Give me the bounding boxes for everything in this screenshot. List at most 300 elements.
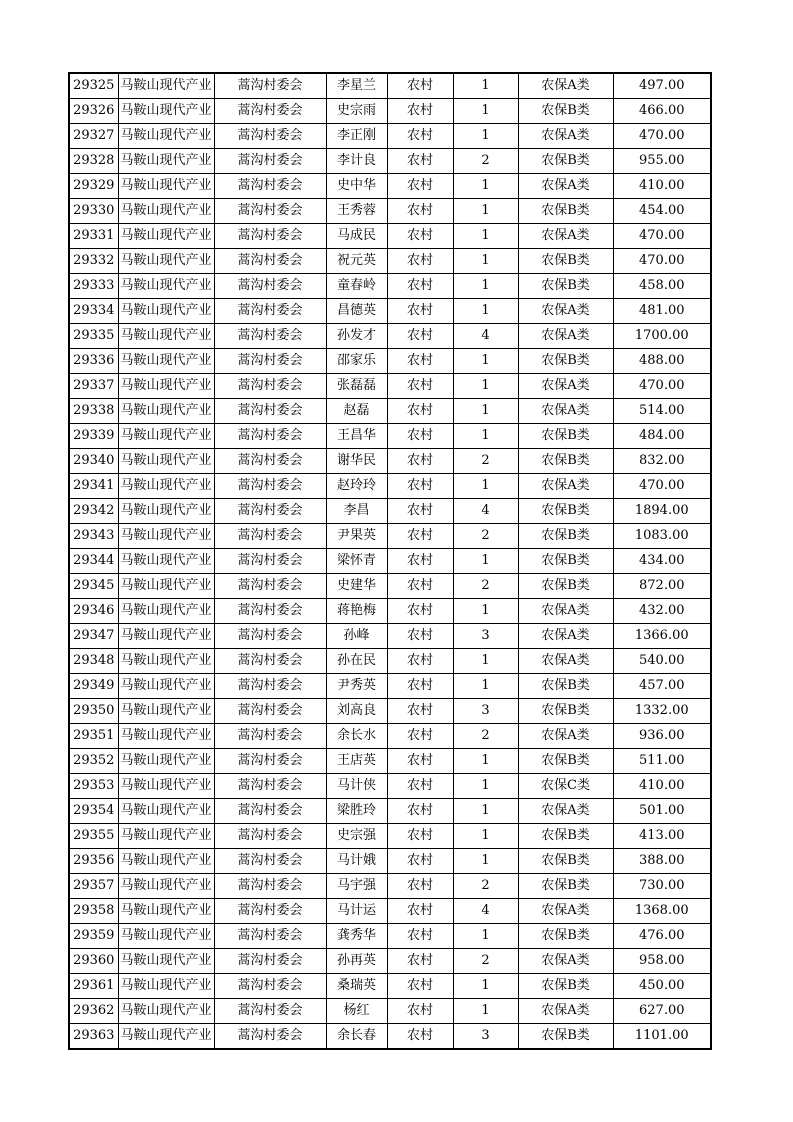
row-id-cell: 29340 bbox=[69, 449, 118, 474]
amount-cell: 1332.00 bbox=[613, 699, 711, 724]
committee-cell: 蒿沟村委会 bbox=[214, 549, 326, 574]
zone-cell: 马鞍山现代产业 bbox=[118, 724, 214, 749]
table-row bbox=[69, 73, 711, 99]
committee-cell: 蒿沟村委会 bbox=[214, 574, 326, 599]
household-count-cell: 1 bbox=[453, 174, 518, 199]
area-cell: 农村 bbox=[387, 749, 453, 774]
insurance-type-cell: 农保A类 bbox=[518, 799, 613, 824]
household-count-cell: 1 bbox=[453, 399, 518, 424]
zone-cell: 马鞍山现代产业 bbox=[118, 224, 214, 249]
name-cell: 蒋艳梅 bbox=[326, 599, 387, 624]
zone-cell: 马鞍山现代产业 bbox=[118, 574, 214, 599]
insurance-type-cell: 农保A类 bbox=[518, 724, 613, 749]
table-row bbox=[69, 774, 711, 799]
area-cell: 农村 bbox=[387, 774, 453, 799]
insurance-type-cell: 农保B类 bbox=[518, 849, 613, 874]
zone-cell: 马鞍山现代产业 bbox=[118, 849, 214, 874]
insurance-type-cell: 农保A类 bbox=[518, 124, 613, 149]
amount-cell: 1101.00 bbox=[613, 1024, 711, 1050]
name-cell: 史建华 bbox=[326, 574, 387, 599]
row-id-cell: 29359 bbox=[69, 924, 118, 949]
row-id-cell: 29346 bbox=[69, 599, 118, 624]
insurance-type-cell: 农保B类 bbox=[518, 1024, 613, 1050]
committee-cell: 蒿沟村委会 bbox=[214, 624, 326, 649]
area-cell: 农村 bbox=[387, 674, 453, 699]
name-cell: 桑瑞英 bbox=[326, 974, 387, 999]
insurance-type-cell: 农保A类 bbox=[518, 624, 613, 649]
row-id-cell: 29348 bbox=[69, 649, 118, 674]
table-row bbox=[69, 199, 711, 224]
amount-cell: 936.00 bbox=[613, 724, 711, 749]
name-cell: 李昌 bbox=[326, 499, 387, 524]
row-id-cell: 29328 bbox=[69, 149, 118, 174]
amount-cell: 454.00 bbox=[613, 199, 711, 224]
table-row bbox=[69, 574, 711, 599]
name-cell: 赵磊 bbox=[326, 399, 387, 424]
row-id-cell: 29351 bbox=[69, 724, 118, 749]
amount-cell: 540.00 bbox=[613, 649, 711, 674]
name-cell: 梁胜玲 bbox=[326, 799, 387, 824]
amount-cell: 481.00 bbox=[613, 299, 711, 324]
table-row bbox=[69, 374, 711, 399]
row-id-cell: 29349 bbox=[69, 674, 118, 699]
table-row bbox=[69, 849, 711, 874]
row-id-cell: 29341 bbox=[69, 474, 118, 499]
name-cell: 史中华 bbox=[326, 174, 387, 199]
area-cell: 农村 bbox=[387, 299, 453, 324]
household-count-cell: 1 bbox=[453, 124, 518, 149]
area-cell: 农村 bbox=[387, 374, 453, 399]
amount-cell: 1368.00 bbox=[613, 899, 711, 924]
name-cell: 孙再英 bbox=[326, 949, 387, 974]
insurance-type-cell: 农保A类 bbox=[518, 174, 613, 199]
table-row bbox=[69, 499, 711, 524]
row-id-cell: 29354 bbox=[69, 799, 118, 824]
committee-cell: 蒿沟村委会 bbox=[214, 174, 326, 199]
table-row bbox=[69, 399, 711, 424]
insurance-type-cell: 农保A类 bbox=[518, 899, 613, 924]
household-count-cell: 2 bbox=[453, 949, 518, 974]
zone-cell: 马鞍山现代产业 bbox=[118, 599, 214, 624]
table-row bbox=[69, 449, 711, 474]
household-count-cell: 2 bbox=[453, 874, 518, 899]
name-cell: 马计侠 bbox=[326, 774, 387, 799]
zone-cell: 马鞍山现代产业 bbox=[118, 524, 214, 549]
committee-cell: 蒿沟村委会 bbox=[214, 874, 326, 899]
name-cell: 张磊磊 bbox=[326, 374, 387, 399]
household-count-cell: 1 bbox=[453, 649, 518, 674]
zone-cell: 马鞍山现代产业 bbox=[118, 324, 214, 349]
row-id-cell: 29333 bbox=[69, 274, 118, 299]
row-id-cell: 29344 bbox=[69, 549, 118, 574]
committee-cell: 蒿沟村委会 bbox=[214, 674, 326, 699]
ledger-body bbox=[69, 73, 711, 1049]
table-row bbox=[69, 424, 711, 449]
area-cell: 农村 bbox=[387, 524, 453, 549]
amount-cell: 958.00 bbox=[613, 949, 711, 974]
amount-cell: 514.00 bbox=[613, 399, 711, 424]
row-id-cell: 29331 bbox=[69, 224, 118, 249]
household-count-cell: 1 bbox=[453, 274, 518, 299]
insurance-type-cell: 农保B类 bbox=[518, 974, 613, 999]
household-count-cell: 1 bbox=[453, 299, 518, 324]
name-cell: 王昌华 bbox=[326, 424, 387, 449]
area-cell: 农村 bbox=[387, 99, 453, 124]
committee-cell: 蒿沟村委会 bbox=[214, 99, 326, 124]
amount-cell: 1083.00 bbox=[613, 524, 711, 549]
table-row bbox=[69, 1024, 711, 1050]
table-row bbox=[69, 649, 711, 674]
committee-cell: 蒿沟村委会 bbox=[214, 599, 326, 624]
row-id-cell: 29332 bbox=[69, 249, 118, 274]
amount-cell: 457.00 bbox=[613, 674, 711, 699]
row-id-cell: 29352 bbox=[69, 749, 118, 774]
insurance-type-cell: 农保B类 bbox=[518, 274, 613, 299]
insurance-type-cell: 农保A类 bbox=[518, 73, 613, 99]
name-cell: 李正刚 bbox=[326, 124, 387, 149]
household-count-cell: 4 bbox=[453, 499, 518, 524]
household-count-cell: 4 bbox=[453, 899, 518, 924]
insurance-type-cell: 农保B类 bbox=[518, 499, 613, 524]
amount-cell: 470.00 bbox=[613, 374, 711, 399]
committee-cell: 蒿沟村委会 bbox=[214, 149, 326, 174]
committee-cell: 蒿沟村委会 bbox=[214, 699, 326, 724]
name-cell: 刘高良 bbox=[326, 699, 387, 724]
name-cell: 史宗强 bbox=[326, 824, 387, 849]
zone-cell: 马鞍山现代产业 bbox=[118, 449, 214, 474]
amount-cell: 497.00 bbox=[613, 73, 711, 99]
insurance-type-cell: 农保A类 bbox=[518, 949, 613, 974]
committee-cell: 蒿沟村委会 bbox=[214, 949, 326, 974]
table-row bbox=[69, 474, 711, 499]
table-row bbox=[69, 299, 711, 324]
amount-cell: 1700.00 bbox=[613, 324, 711, 349]
table-row bbox=[69, 799, 711, 824]
table-row bbox=[69, 624, 711, 649]
committee-cell: 蒿沟村委会 bbox=[214, 324, 326, 349]
table-row bbox=[69, 874, 711, 899]
household-count-cell: 3 bbox=[453, 699, 518, 724]
household-count-cell: 1 bbox=[453, 924, 518, 949]
insurance-type-cell: 农保B类 bbox=[518, 699, 613, 724]
insurance-type-cell: 农保A类 bbox=[518, 999, 613, 1024]
zone-cell: 马鞍山现代产业 bbox=[118, 249, 214, 274]
area-cell: 农村 bbox=[387, 399, 453, 424]
row-id-cell: 29347 bbox=[69, 624, 118, 649]
amount-cell: 955.00 bbox=[613, 149, 711, 174]
amount-cell: 501.00 bbox=[613, 799, 711, 824]
committee-cell: 蒿沟村委会 bbox=[214, 499, 326, 524]
table-row bbox=[69, 124, 711, 149]
area-cell: 农村 bbox=[387, 874, 453, 899]
zone-cell: 马鞍山现代产业 bbox=[118, 649, 214, 674]
insurance-type-cell: 农保A类 bbox=[518, 399, 613, 424]
table-row bbox=[69, 899, 711, 924]
amount-cell: 484.00 bbox=[613, 424, 711, 449]
zone-cell: 马鞍山现代产业 bbox=[118, 774, 214, 799]
amount-cell: 432.00 bbox=[613, 599, 711, 624]
committee-cell: 蒿沟村委会 bbox=[214, 399, 326, 424]
amount-cell: 458.00 bbox=[613, 274, 711, 299]
household-count-cell: 1 bbox=[453, 999, 518, 1024]
name-cell: 马计娥 bbox=[326, 849, 387, 874]
insurance-type-cell: 农保B类 bbox=[518, 749, 613, 774]
row-id-cell: 29363 bbox=[69, 1024, 118, 1050]
area-cell: 农村 bbox=[387, 474, 453, 499]
amount-cell: 434.00 bbox=[613, 549, 711, 574]
table-row bbox=[69, 674, 711, 699]
name-cell: 孙发才 bbox=[326, 324, 387, 349]
household-count-cell: 1 bbox=[453, 73, 518, 99]
committee-cell: 蒿沟村委会 bbox=[214, 349, 326, 374]
amount-cell: 450.00 bbox=[613, 974, 711, 999]
insurance-type-cell: 农保B类 bbox=[518, 449, 613, 474]
table-row bbox=[69, 274, 711, 299]
area-cell: 农村 bbox=[387, 349, 453, 374]
table-row bbox=[69, 149, 711, 174]
insurance-type-cell: 农保B类 bbox=[518, 924, 613, 949]
area-cell: 农村 bbox=[387, 124, 453, 149]
row-id-cell: 29358 bbox=[69, 899, 118, 924]
name-cell: 马宇强 bbox=[326, 874, 387, 899]
area-cell: 农村 bbox=[387, 499, 453, 524]
committee-cell: 蒿沟村委会 bbox=[214, 999, 326, 1024]
household-count-cell: 2 bbox=[453, 574, 518, 599]
name-cell: 余长春 bbox=[326, 1024, 387, 1050]
zone-cell: 马鞍山现代产业 bbox=[118, 499, 214, 524]
table-row bbox=[69, 324, 711, 349]
household-count-cell: 1 bbox=[453, 674, 518, 699]
zone-cell: 马鞍山现代产业 bbox=[118, 799, 214, 824]
amount-cell: 470.00 bbox=[613, 124, 711, 149]
insurance-type-cell: 农保B类 bbox=[518, 549, 613, 574]
household-count-cell: 1 bbox=[453, 199, 518, 224]
zone-cell: 马鞍山现代产业 bbox=[118, 974, 214, 999]
insurance-type-cell: 农保B类 bbox=[518, 199, 613, 224]
committee-cell: 蒿沟村委会 bbox=[214, 974, 326, 999]
area-cell: 农村 bbox=[387, 549, 453, 574]
table-row bbox=[69, 349, 711, 374]
committee-cell: 蒿沟村委会 bbox=[214, 724, 326, 749]
name-cell: 李星兰 bbox=[326, 73, 387, 99]
insurance-type-cell: 农保B类 bbox=[518, 574, 613, 599]
area-cell: 农村 bbox=[387, 249, 453, 274]
area-cell: 农村 bbox=[387, 149, 453, 174]
name-cell: 马成民 bbox=[326, 224, 387, 249]
table-row bbox=[69, 924, 711, 949]
committee-cell: 蒿沟村委会 bbox=[214, 1024, 326, 1050]
household-count-cell: 2 bbox=[453, 449, 518, 474]
row-id-cell: 29353 bbox=[69, 774, 118, 799]
table-row bbox=[69, 249, 711, 274]
table-row bbox=[69, 99, 711, 124]
area-cell: 农村 bbox=[387, 324, 453, 349]
insurance-type-cell: 农保A类 bbox=[518, 649, 613, 674]
amount-cell: 872.00 bbox=[613, 574, 711, 599]
insurance-type-cell: 农保B类 bbox=[518, 874, 613, 899]
area-cell: 农村 bbox=[387, 924, 453, 949]
household-count-cell: 1 bbox=[453, 224, 518, 249]
household-count-cell: 1 bbox=[453, 599, 518, 624]
insurance-type-cell: 农保A类 bbox=[518, 599, 613, 624]
row-id-cell: 29335 bbox=[69, 324, 118, 349]
zone-cell: 马鞍山现代产业 bbox=[118, 274, 214, 299]
row-id-cell: 29325 bbox=[69, 73, 118, 99]
committee-cell: 蒿沟村委会 bbox=[214, 199, 326, 224]
area-cell: 农村 bbox=[387, 274, 453, 299]
name-cell: 孙在民 bbox=[326, 649, 387, 674]
household-count-cell: 1 bbox=[453, 749, 518, 774]
row-id-cell: 29357 bbox=[69, 874, 118, 899]
row-id-cell: 29356 bbox=[69, 849, 118, 874]
amount-cell: 1894.00 bbox=[613, 499, 711, 524]
insurance-type-cell: 农保B类 bbox=[518, 99, 613, 124]
area-cell: 农村 bbox=[387, 699, 453, 724]
zone-cell: 马鞍山现代产业 bbox=[118, 999, 214, 1024]
name-cell: 祝元英 bbox=[326, 249, 387, 274]
zone-cell: 马鞍山现代产业 bbox=[118, 749, 214, 774]
zone-cell: 马鞍山现代产业 bbox=[118, 399, 214, 424]
amount-cell: 388.00 bbox=[613, 849, 711, 874]
amount-cell: 410.00 bbox=[613, 174, 711, 199]
committee-cell: 蒿沟村委会 bbox=[214, 474, 326, 499]
name-cell: 尹果英 bbox=[326, 524, 387, 549]
area-cell: 农村 bbox=[387, 849, 453, 874]
household-count-cell: 1 bbox=[453, 374, 518, 399]
committee-cell: 蒿沟村委会 bbox=[214, 424, 326, 449]
table-row bbox=[69, 824, 711, 849]
zone-cell: 马鞍山现代产业 bbox=[118, 124, 214, 149]
zone-cell: 马鞍山现代产业 bbox=[118, 299, 214, 324]
amount-cell: 470.00 bbox=[613, 249, 711, 274]
committee-cell: 蒿沟村委会 bbox=[214, 524, 326, 549]
amount-cell: 470.00 bbox=[613, 224, 711, 249]
row-id-cell: 29355 bbox=[69, 824, 118, 849]
name-cell: 李计良 bbox=[326, 149, 387, 174]
amount-cell: 1366.00 bbox=[613, 624, 711, 649]
area-cell: 农村 bbox=[387, 624, 453, 649]
row-id-cell: 29361 bbox=[69, 974, 118, 999]
zone-cell: 马鞍山现代产业 bbox=[118, 73, 214, 99]
insurance-type-cell: 农保A类 bbox=[518, 224, 613, 249]
row-id-cell: 29342 bbox=[69, 499, 118, 524]
zone-cell: 马鞍山现代产业 bbox=[118, 624, 214, 649]
area-cell: 农村 bbox=[387, 599, 453, 624]
area-cell: 农村 bbox=[387, 73, 453, 99]
zone-cell: 马鞍山现代产业 bbox=[118, 824, 214, 849]
name-cell: 杨红 bbox=[326, 999, 387, 1024]
area-cell: 农村 bbox=[387, 224, 453, 249]
amount-cell: 730.00 bbox=[613, 874, 711, 899]
household-count-cell: 1 bbox=[453, 349, 518, 374]
name-cell: 尹秀英 bbox=[326, 674, 387, 699]
name-cell: 邵家乐 bbox=[326, 349, 387, 374]
committee-cell: 蒿沟村委会 bbox=[214, 799, 326, 824]
household-count-cell: 2 bbox=[453, 149, 518, 174]
household-count-cell: 1 bbox=[453, 99, 518, 124]
row-id-cell: 29330 bbox=[69, 199, 118, 224]
household-count-cell: 1 bbox=[453, 974, 518, 999]
name-cell: 史宗雨 bbox=[326, 99, 387, 124]
insurance-type-cell: 农保A类 bbox=[518, 374, 613, 399]
name-cell: 王秀蓉 bbox=[326, 199, 387, 224]
area-cell: 农村 bbox=[387, 449, 453, 474]
amount-cell: 476.00 bbox=[613, 924, 711, 949]
amount-cell: 470.00 bbox=[613, 474, 711, 499]
name-cell: 童春岭 bbox=[326, 274, 387, 299]
insurance-type-cell: 农保B类 bbox=[518, 674, 613, 699]
area-cell: 农村 bbox=[387, 424, 453, 449]
row-id-cell: 29336 bbox=[69, 349, 118, 374]
name-cell: 龚秀华 bbox=[326, 924, 387, 949]
insurance-type-cell: 农保B类 bbox=[518, 149, 613, 174]
zone-cell: 马鞍山现代产业 bbox=[118, 474, 214, 499]
name-cell: 谢华民 bbox=[326, 449, 387, 474]
table-row bbox=[69, 174, 711, 199]
amount-cell: 413.00 bbox=[613, 824, 711, 849]
zone-cell: 马鞍山现代产业 bbox=[118, 699, 214, 724]
table-row bbox=[69, 599, 711, 624]
row-id-cell: 29360 bbox=[69, 949, 118, 974]
amount-cell: 410.00 bbox=[613, 774, 711, 799]
committee-cell: 蒿沟村委会 bbox=[214, 124, 326, 149]
insurance-type-cell: 农保B类 bbox=[518, 524, 613, 549]
insurance-type-cell: 农保C类 bbox=[518, 774, 613, 799]
zone-cell: 马鞍山现代产业 bbox=[118, 1024, 214, 1050]
committee-cell: 蒿沟村委会 bbox=[214, 899, 326, 924]
insurance-type-cell: 农保B类 bbox=[518, 349, 613, 374]
committee-cell: 蒿沟村委会 bbox=[214, 274, 326, 299]
table-row bbox=[69, 699, 711, 724]
table-row bbox=[69, 549, 711, 574]
area-cell: 农村 bbox=[387, 199, 453, 224]
area-cell: 农村 bbox=[387, 974, 453, 999]
area-cell: 农村 bbox=[387, 824, 453, 849]
insurance-type-cell: 农保B类 bbox=[518, 424, 613, 449]
zone-cell: 马鞍山现代产业 bbox=[118, 349, 214, 374]
insurance-type-cell: 农保A类 bbox=[518, 299, 613, 324]
name-cell: 赵玲玲 bbox=[326, 474, 387, 499]
row-id-cell: 29338 bbox=[69, 399, 118, 424]
area-cell: 农村 bbox=[387, 1024, 453, 1050]
row-id-cell: 29329 bbox=[69, 174, 118, 199]
table-row bbox=[69, 724, 711, 749]
table-row bbox=[69, 524, 711, 549]
household-count-cell: 1 bbox=[453, 474, 518, 499]
household-count-cell: 1 bbox=[453, 849, 518, 874]
name-cell: 王店英 bbox=[326, 749, 387, 774]
committee-cell: 蒿沟村委会 bbox=[214, 73, 326, 99]
household-count-cell: 1 bbox=[453, 249, 518, 274]
committee-cell: 蒿沟村委会 bbox=[214, 299, 326, 324]
zone-cell: 马鞍山现代产业 bbox=[118, 149, 214, 174]
committee-cell: 蒿沟村委会 bbox=[214, 924, 326, 949]
row-id-cell: 29337 bbox=[69, 374, 118, 399]
area-cell: 农村 bbox=[387, 899, 453, 924]
row-id-cell: 29326 bbox=[69, 99, 118, 124]
area-cell: 农村 bbox=[387, 799, 453, 824]
household-count-cell: 2 bbox=[453, 524, 518, 549]
amount-cell: 511.00 bbox=[613, 749, 711, 774]
insurance-type-cell: 农保A类 bbox=[518, 474, 613, 499]
household-count-cell: 1 bbox=[453, 424, 518, 449]
table-row bbox=[69, 949, 711, 974]
zone-cell: 马鞍山现代产业 bbox=[118, 924, 214, 949]
zone-cell: 马鞍山现代产业 bbox=[118, 424, 214, 449]
name-cell: 昌德英 bbox=[326, 299, 387, 324]
area-cell: 农村 bbox=[387, 574, 453, 599]
row-id-cell: 29362 bbox=[69, 999, 118, 1024]
